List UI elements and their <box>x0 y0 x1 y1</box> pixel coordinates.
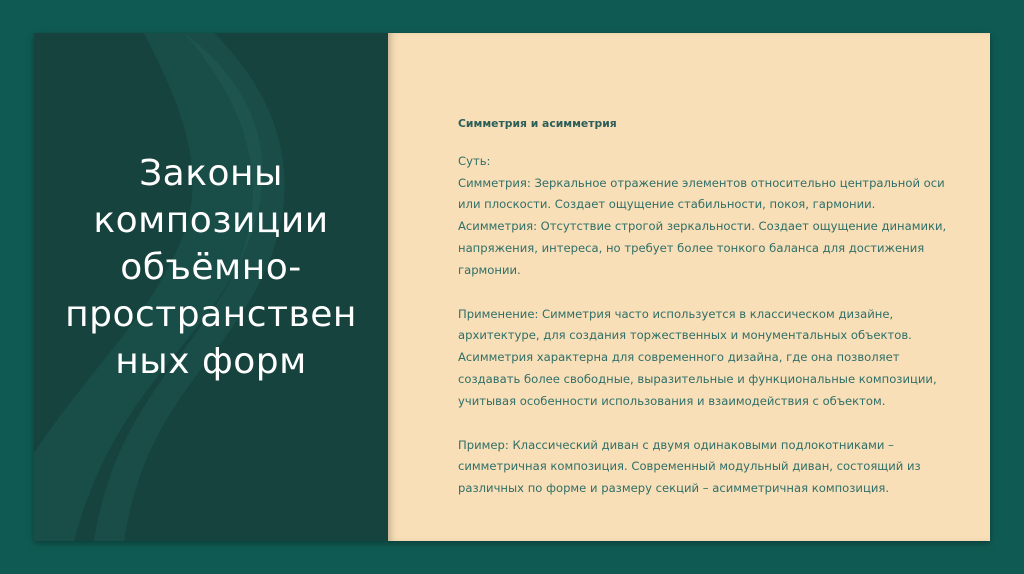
application-symmetry: Применение: Симметрия часто используется в классическом дизайне, архитектуре, для создания торжественных и монументальных объектов. <box>458 306 912 343</box>
symmetry-definition: Симметрия: Зеркальное отражение элементов относительно центральной оси или плоскости. Создает ощущение стабильности, покоя, гармонии. <box>458 175 945 212</box>
application-asymmetry: Асимметрия характерна для современного дизайна, где она позволяет создавать более свободные, выразительные и функциональные композиции, учитывая особенности использования и взаимодействия с объектом. <box>458 350 937 408</box>
spacer <box>458 282 958 304</box>
content-panel <box>388 33 990 541</box>
spacer <box>458 413 958 435</box>
example-text: Пример: Классический диван с двумя одинаковыми подлокотниками – симметричная композиция. Современный модульный диван, состоящий из различных по форме и размеру секций – асимметричная композиция. <box>458 437 921 496</box>
slide-title: Законы композиции объёмно- пространствен ных форм <box>65 153 357 382</box>
asymmetry-definition: Асимметрия: Отсутствие строгой зеркальности. Создает ощущение динамики, напряжения, интереса, но требует более тонкого баланса для достижения гармонии. <box>458 219 947 277</box>
content-block <box>458 113 958 500</box>
essence-label: Суть: <box>458 153 491 168</box>
slide <box>34 33 990 541</box>
section-heading: Симметрия и асимметрия <box>458 117 617 130</box>
title-panel <box>34 33 388 541</box>
